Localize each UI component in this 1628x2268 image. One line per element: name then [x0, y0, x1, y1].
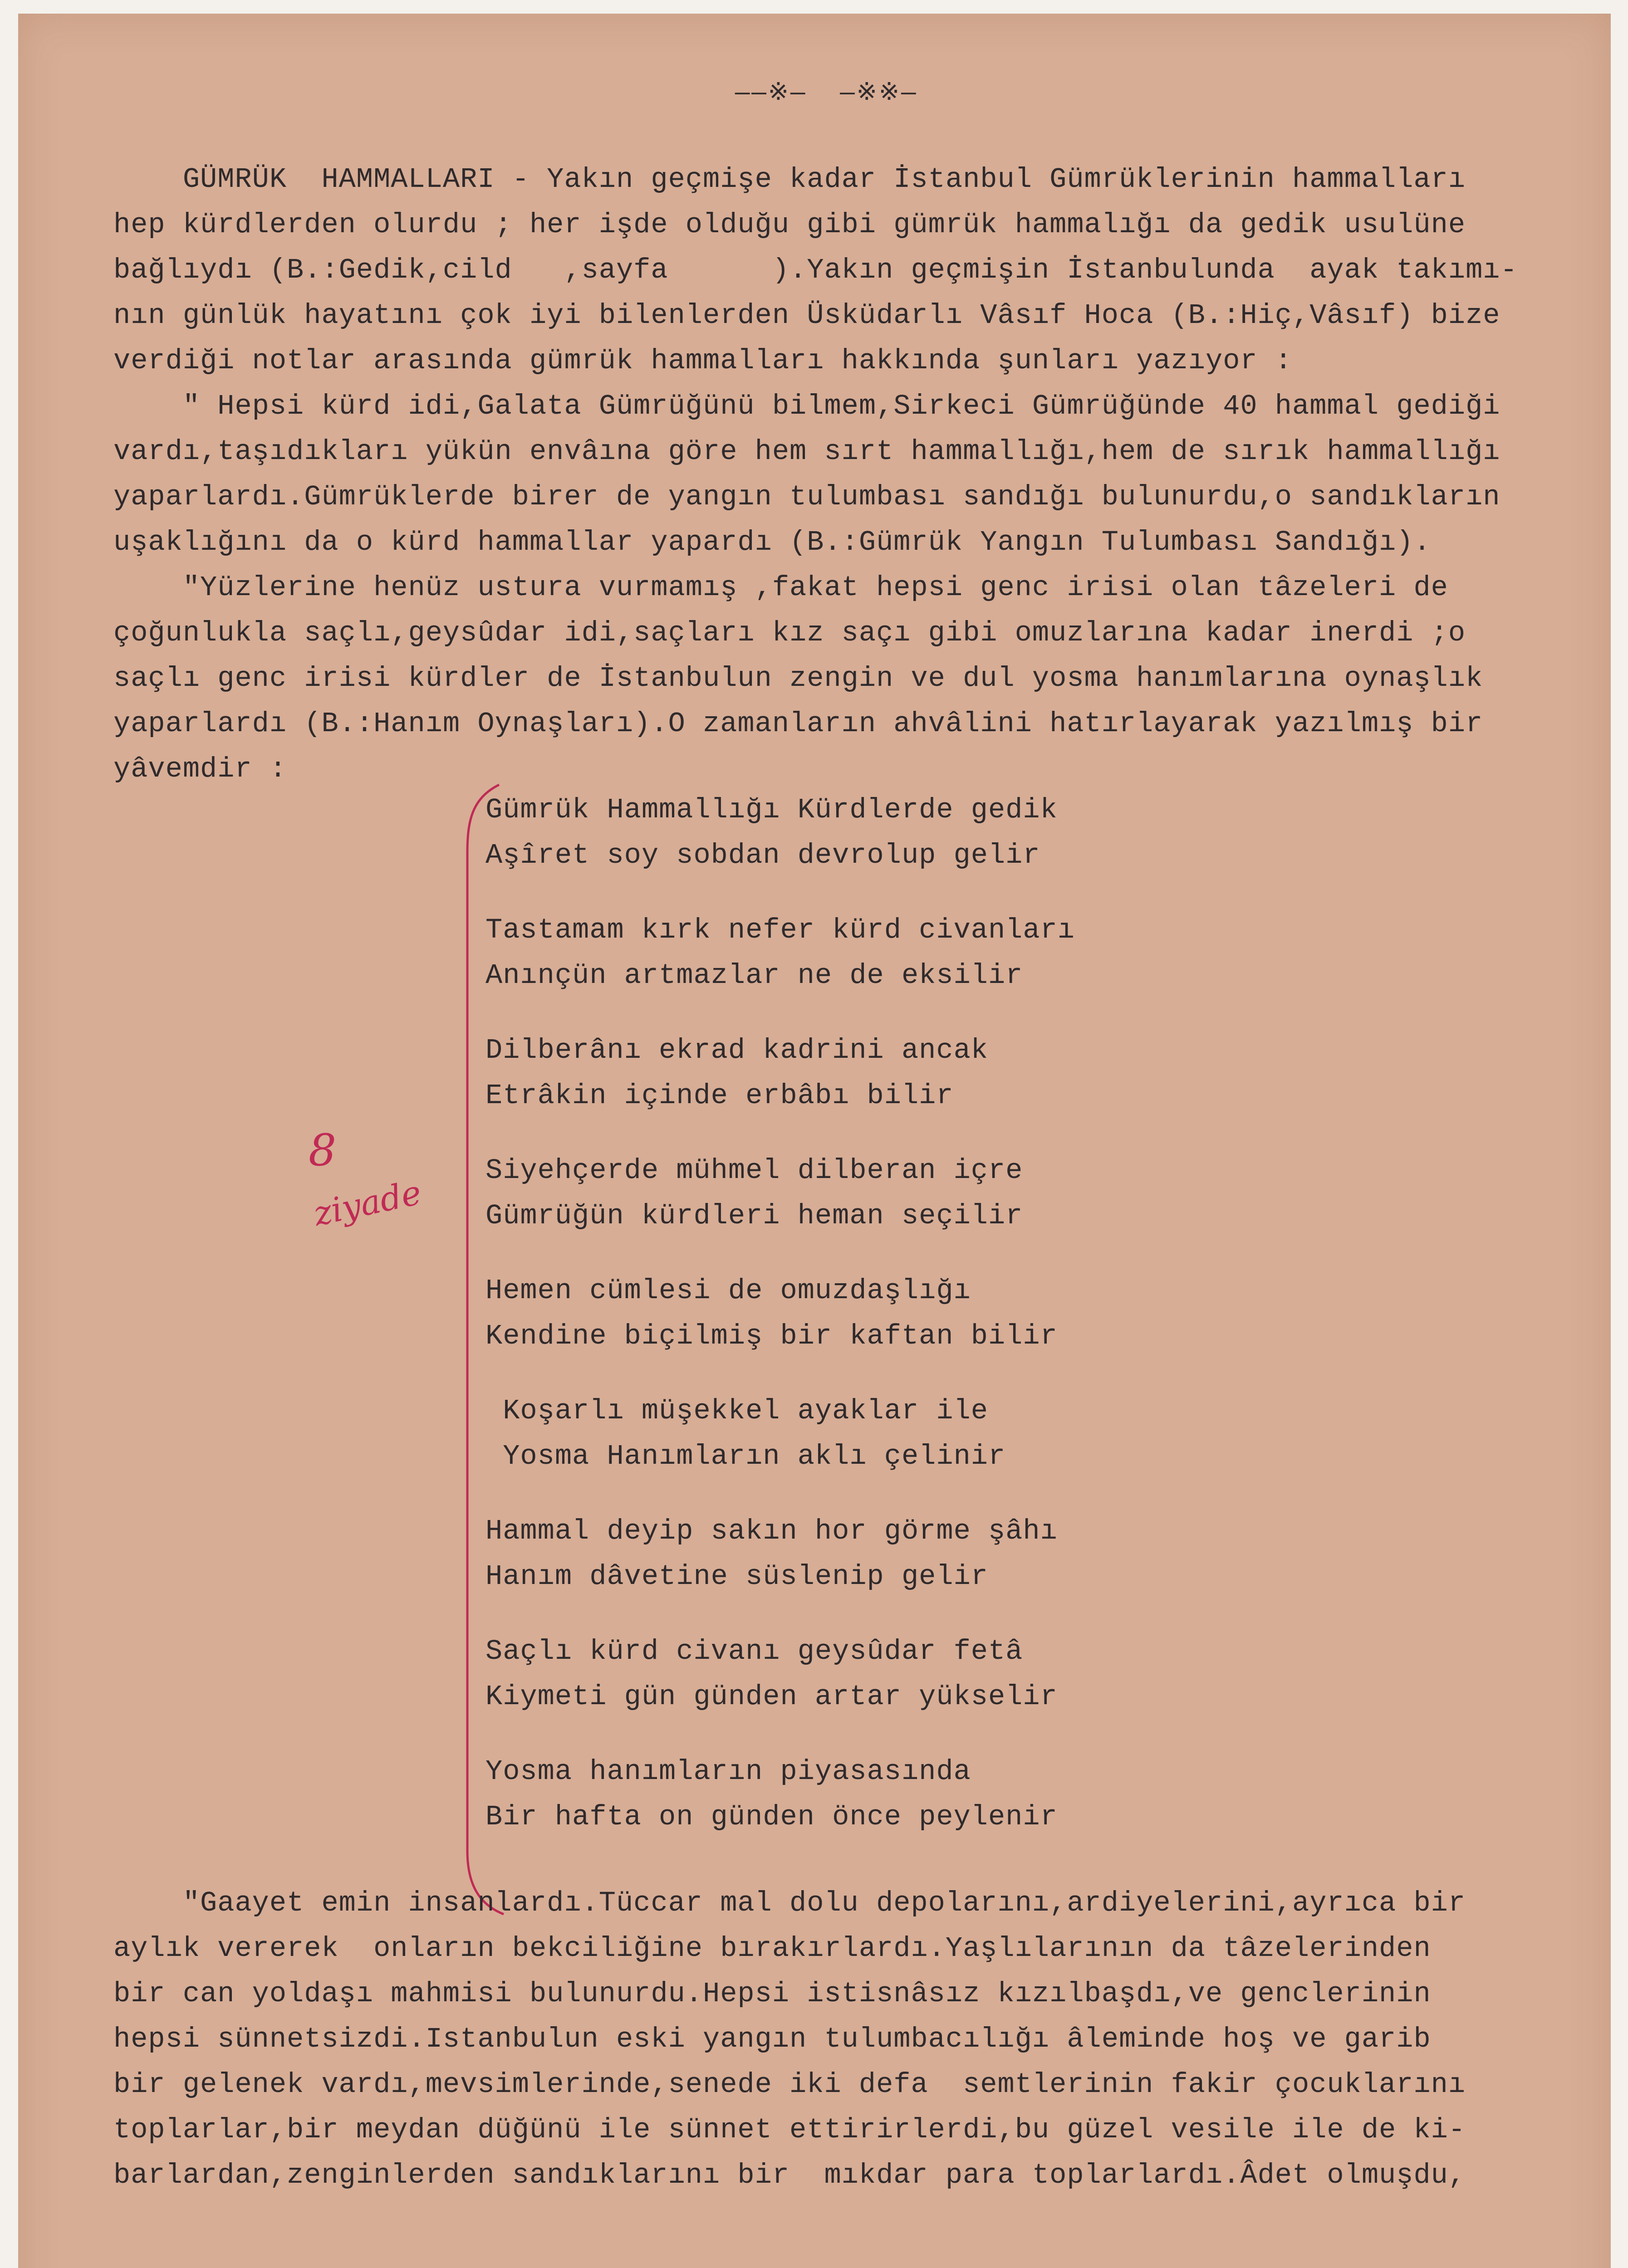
poem-line: Etrâkin içinde erbâbı bilir [485, 1080, 954, 1112]
typescript-page [18, 14, 1611, 2268]
text-line: "Yüzlerine henüz ustura vurmamış ,fakat hepsi genc irisi olan tâzeleri de [113, 572, 1448, 604]
text-line: yaparlardı (B.:Hanım Oynaşları).O zamanların ahvâlini hatırlayarak yazılmış bir [113, 708, 1483, 740]
header-ornament: ——※— —※※— [735, 80, 918, 108]
poem-line: Hammal deyip sakın hor görme şâhı [485, 1515, 1058, 1547]
text-line: aylık vererek onların bekciliğine bırakırlardı.Yaşlılarının da tâzelerinden [113, 1932, 1431, 1965]
text-line: GÜMRÜK HAMMALLARI - Yakın geçmişe kadar İstanbul Gümrüklerinin hammalları [113, 163, 1466, 196]
poem-line: Gümrüğün kürdleri heman seçilir [485, 1200, 1023, 1232]
poem-line: Kendine biçilmiş bir kaftan bilir [485, 1320, 1058, 1352]
poem-line: Hemen cümlesi de omuzdaşlığı [485, 1275, 971, 1307]
poem-line: Yosma Hanımların aklı çelinir [485, 1440, 1006, 1472]
text-line: verdiği notlar arasında gümrük hammalları hakkında şunları yazıyor : [113, 345, 1293, 377]
poem-line: Hanım dâvetine süslenip gelir [485, 1560, 988, 1593]
text-line: uşaklığını da o kürd hammallar yapardı (B.:Gümrük Yangın Tulumbası Sandığı). [113, 526, 1431, 558]
poem-line: Anınçün artmazlar ne de eksilir [485, 959, 1023, 992]
text-line: yaparlardı.Gümrüklerde birer de yangın tulumbası sandığı bulunurdu,o sandıkların [113, 481, 1501, 513]
text-line: hepsi sünnetsizdi.Istanbulun eski yangın tulumbacılığı âleminde hoş ve garib [113, 2023, 1431, 2055]
text-line: nın günlük hayatını çok iyi bilenlerden Üsküdarlı Vâsıf Hoca (B.:Hiç,Vâsıf) bize [113, 299, 1501, 332]
poem-line: Saçlı kürd civanı geysûdar fetâ [485, 1635, 1023, 1667]
intro-paragraph [113, 163, 1588, 785]
text-line: çoğunlukla saçlı,geysûdar idi,saçları kız saçı gibi omuzlarına kadar inerdi ;o [113, 617, 1466, 649]
poem-line: Yosma hanımların piyasasında [485, 1755, 971, 1788]
closing-paragraph [113, 1887, 1588, 2191]
margin-note-word: ziyade [310, 1173, 425, 1234]
poem-line: Tastamam kırk nefer kürd civanları [485, 914, 1075, 946]
text-line: yâvemdir : [113, 753, 287, 785]
poem-line: Siyehçerde mühmel dilberan içre [485, 1154, 1023, 1187]
text-line: vardı,taşıdıkları yükün envâına göre hem sırt hammallığı,hem de sırık hammallığı [113, 435, 1501, 468]
text-line: toplarlar,bir meydan düğünü ile sünnet ettirirlerdi,bu güzel vesile ile de ki- [113, 2114, 1466, 2146]
text-line: saçlı genc irisi kürdler de İstanbulun zengin ve dul yosma hanımlarına oynaşlık [113, 662, 1483, 694]
poem-line: Koşarlı müşekkel ayaklar ile [485, 1395, 988, 1427]
poem-line: Dilberânı ekrad kadrini ancak [485, 1034, 988, 1066]
text-line: " Hepsi kürd idi,Galata Gümrüğünü bilmem,Sirkeci Gümrüğünde 40 hammal gediği [113, 390, 1501, 422]
text-line: barlardan,zenginlerden sandıklarını bir mıkdar para toplarlardı.Âdet olmuşdu, [113, 2159, 1466, 2191]
text-line: bir can yoldaşı mahmisi bulunurdu.Hepsi istisnâsız kızılbaşdı,ve genclerinin [113, 1978, 1431, 2010]
poem [485, 794, 1302, 1833]
text-line: bir gelenek vardı,mevsimlerinde,senede iki defa semtlerinin fakir çocuklarını [113, 2068, 1466, 2101]
poem-line: Aşîret soy sobdan devrolup gelir [485, 839, 1040, 871]
poem-line: Gümrük Hammallığı Kürdlerde gedik [485, 794, 1058, 826]
text-line: bağlıydı (B.:Gedik,cild ,sayfa ).Yakın geçmişin İstanbulunda ayak takımı- [113, 254, 1518, 286]
poem-line: Bir hafta on günden önce peylenir [485, 1801, 1058, 1833]
text-line: "Gaayet emin insanlardı.Tüccar mal dolu depolarını,ardiyelerini,ayrıca bir [113, 1887, 1466, 1919]
poem-line: Kiymeti gün günden artar yükselir [485, 1681, 1058, 1713]
margin-note-number: 8 [309, 1125, 337, 1176]
text-line: hep kürdlerden olurdu ; her işde olduğu gibi gümrük hammalığı da gedik usulüne [113, 209, 1466, 241]
